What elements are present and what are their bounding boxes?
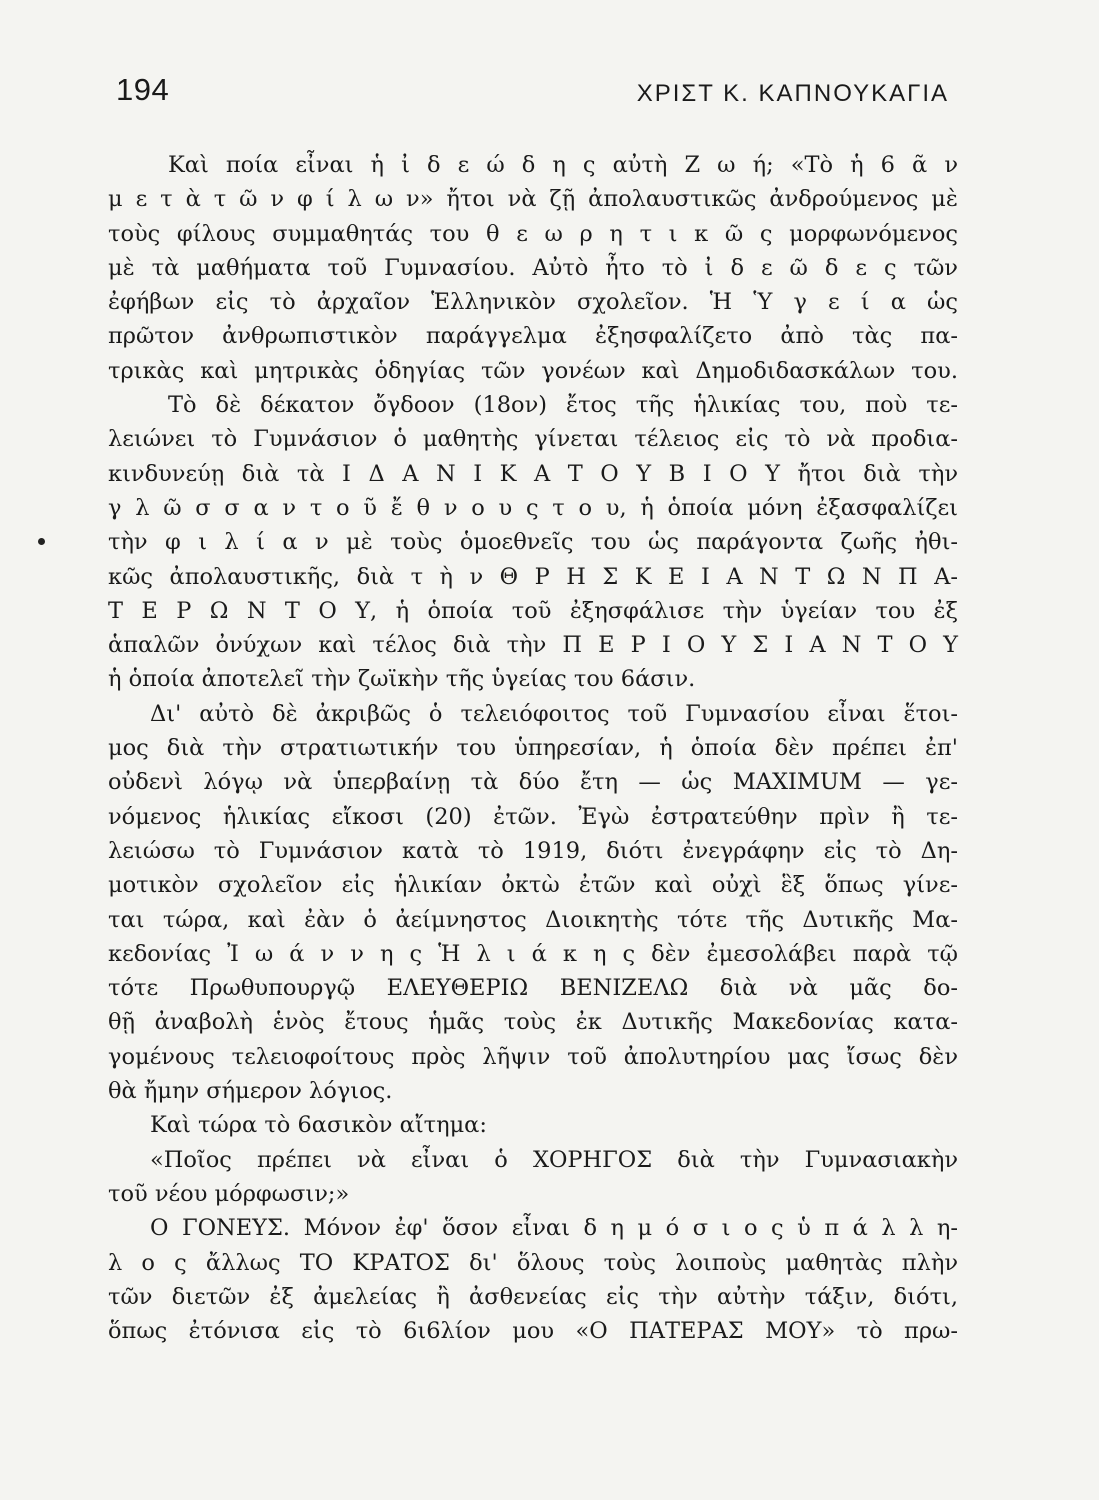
text-line: ἁπαλῶν ὀνύχων καὶ τέλος διὰ τὴν Π Ε Ρ Ι Ο Υ Σ Ι Α Ν Τ Ο Υ	[108, 632, 958, 659]
text-line: τῶν διετῶν ἐξ ἀμελείας ἢ ἀσθενείας εἰς τὴν αὐτὴν τάξιν, διότι,	[108, 1283, 958, 1310]
text-line: θῇ ἀναβολὴ ἑνὸς ἔτους ἡμᾶς τοὺς ἐκ Δυτικῆς Μακεδονίας κατα-	[108, 1009, 958, 1036]
text-line: κῶς ἀπολαυστικῆς, διὰ τ ὴ ν Θ Ρ Η Σ Κ Ε Ι Α Ν Τ Ω Ν Π Α-	[108, 563, 958, 590]
text-line: ὅπως ἐτόνισα εἰς τὸ 6ι6λίον μου «Ο ΠΑΤΕΡΑΣ ΜΟΥ» τὸ πρω-	[108, 1318, 958, 1345]
body-text	[108, 148, 958, 1348]
text-line: πρῶτον ἀνθρωπιστικὸν παράγγελμα ἐξησφαλίζετο ἀπὸ τὰς πα-	[108, 323, 958, 350]
text-line: Καὶ ποία εἶναι ἡ ἰ δ ε ώ δ η ς αὐτὴ Ζ ω ή; «Τὸ ἡ 6 ᾶ ν	[168, 152, 958, 178]
text-line: Τὸ δὲ δέκατον ὄγδοον (18ον) ἔτος τῆς ἡλικίας του, ποὺ τε-	[168, 392, 958, 419]
text-line: μὲ τὰ μαθήματα τοῦ Γυμνασίου. Αὐτὸ ἦτο τὸ ἰ δ ε ῶ δ ε ς τῶν	[108, 254, 958, 281]
text-line: Καὶ τώρα τὸ 6ασικὸν αἴτημα:	[150, 1112, 487, 1139]
text-line: κινδυνεύῃ διὰ τὰ Ι Δ Α Ν Ι Κ Α Τ Ο Υ Β Ι Ο Υ ἤτοι διὰ τὴν	[108, 460, 958, 487]
text-line: γομένους τελειοφοίτους πρὸς λῆψιν τοῦ ἀπολυτηρίου μας ἴσως δὲν	[108, 1043, 958, 1070]
text-line: ται τώρα, καὶ ἐὰν ὁ ἀείμνηστος Διοικητὴς τότε τῆς Δυτικῆς Μα-	[108, 906, 958, 933]
text-line: Ο ΓΟΝΕΥΣ. Μόνον ἐφ' ὅσον εἶναι δ η μ ό σ ι ο ς ὑ π ά λ λ η-	[150, 1215, 958, 1242]
text-line: τοὺς φίλους συμμαθητάς του θ ε ω ρ η τ ι κ ῶ ς μορφωνόμενος	[108, 220, 958, 247]
text-line: «Ποῖος πρέπει νὰ εἶναι ὁ ΧΟΡΗΓΟΣ διὰ τὴν Γυμνασιακὴν	[150, 1146, 958, 1173]
text-line: ἐφήβων εἰς τὸ ἀρχαῖον Ἑλληνικὸν σχολεῖον. Ἡ Ὑ γ ε ί α ὡς	[108, 289, 958, 316]
text-line: λειώσω τὸ Γυμνάσιον κατὰ τὸ 1919, διότι ἐνεγράφην εἰς τὸ Δη-	[108, 837, 958, 864]
text-line: θὰ ἤμην σήμερον λόγιος.	[108, 1078, 393, 1105]
text-line: τὴν φ ι λ ί α ν μὲ τοὺς ὁμοεθνεῖς του ὡς παράγοντα ζωῆς ἠθι-	[108, 529, 958, 556]
text-line: μος διὰ τὴν στρατιωτικήν του ὑπηρεσίαν, ἡ ὁποία δὲν πρέπει ἐπ'	[108, 735, 958, 762]
text-line: λειώνει τὸ Γυμνάσιον ὁ μαθητὴς γίνεται τέλειος εἰς τὸ νὰ προδια-	[108, 426, 958, 453]
text-line: λ ο ς ἄλλως ΤΟ ΚΡΑΤΟΣ δι' ὅλους τοὺς λοιποὺς μαθητὰς πλὴν	[108, 1249, 958, 1276]
text-line: τρικὰς καὶ μητρικὰς ὁδηγίας τῶν γονέων καὶ Δημοδιδασκάλων του.	[108, 357, 958, 384]
text-line: ἡ ὁποία ἀποτελεῖ τὴν ζωϊκὴν τῆς ὑγείας του 6άσιν.	[108, 666, 696, 693]
text-line: κεδονίας Ἰ ω ά ν ν η ς Ἡ λ ι ά κ η ς δὲν ἐμεσολάβει παρὰ τῷ	[108, 940, 958, 967]
text-line: οὐδενὶ λόγῳ νὰ ὑπερβαίνῃ τὰ δύο ἔτη — ὡς MAXIMUM — γε-	[108, 769, 958, 796]
running-head: ΧΡΙΣΤ Κ. ΚΑΠΝΟΥΚΑΓΙΑ	[636, 80, 949, 107]
text-line: γ λ ῶ σ σ α ν τ ο ῦ ἔ θ ν ο υ ς τ ο υ, ἡ ὁποία μόνη ἐξασφαλίζει	[108, 494, 958, 521]
text-line: τότε Πρωθυπουργῷ ΕΛΕΥΘΕΡΙΩ ΒΕΝΙΖΕΛΩ διὰ νὰ μᾶς δο-	[108, 975, 958, 1002]
text-line: μοτικὸν σχολεῖον εἰς ἡλικίαν ὀκτὼ ἐτῶν καὶ οὐχὶ ἓξ ὅπως γίνε-	[108, 872, 958, 899]
text-line: τοῦ νέου μόρφωσιν;»	[108, 1180, 350, 1207]
margin-mark	[38, 538, 45, 545]
page-number: 194	[116, 72, 170, 107]
text-line: νόμενος ἡλικίας εἴκοσι (20) ἐτῶν. Ἐγὼ ἐστρατεύθην πρὶν ἢ τε-	[108, 803, 958, 830]
text-line: Δι' αὐτὸ δὲ ἀκριβῶς ὁ τελειόφοιτος τοῦ Γυμνασίου εἶναι ἕτοι-	[150, 700, 958, 727]
text-line: Τ Ε Ρ Ω Ν Τ Ο Υ, ἡ ὁποία τοῦ ἐξησφάλισε τὴν ὑγείαν του ἐξ	[108, 597, 958, 624]
text-line: μ ε τ ὰ τ ῶ ν φ ί λ ω ν» ἤτοι νὰ ζῇ ἀπολαυστικῶς ἀνδρούμενος μὲ	[108, 186, 958, 213]
